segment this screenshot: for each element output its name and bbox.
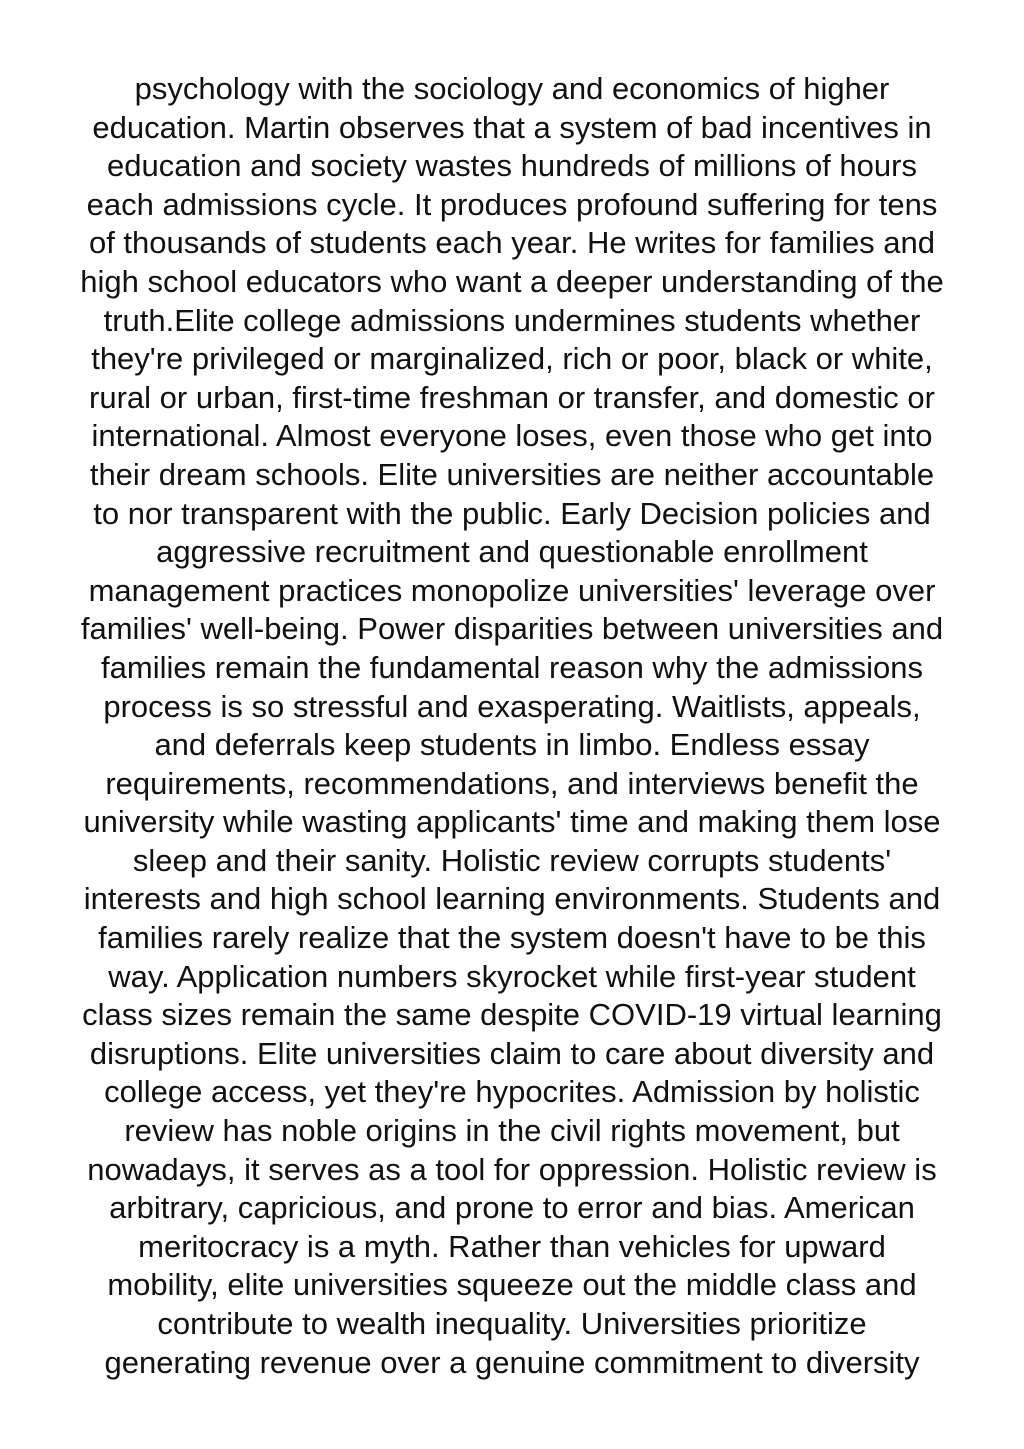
text-line: high school educators who want a deeper understanding of the xyxy=(80,263,944,299)
text-line: generating revenue over a genuine commitment to diversity xyxy=(104,1344,920,1380)
text-line: psychology with the sociology and economics of higher xyxy=(134,71,890,106)
text-line: college access, yet they're hypocrites. Admission by holistic xyxy=(104,1074,920,1110)
text-line: of thousands of students each year. He writes for families and xyxy=(88,225,936,261)
text-line: truth.Elite college admissions undermines students whether xyxy=(103,302,921,338)
text-line: sleep and their sanity. Holistic review corrupts students' xyxy=(132,842,892,878)
text-line: education and society wastes hundreds of millions of hours xyxy=(107,148,917,184)
text-line: interests and high school learning environments. Students and xyxy=(83,881,941,917)
text-line: review has noble origins in the civil rights movement, but xyxy=(124,1113,900,1149)
text-line: families' well-being. Power disparities between universities and xyxy=(80,611,944,647)
text-line: to nor transparent with the public. Early Decision policies and xyxy=(93,495,931,531)
text-line: education. Martin observes that a system of bad incentives in xyxy=(92,109,932,145)
text-line: and deferrals keep students in limbo. Endless essay xyxy=(154,727,870,763)
text-line: process is so stressful and exasperating. Waitlists, appeals, xyxy=(103,688,921,724)
text-line: contribute to wealth inequality. Universities prioritize xyxy=(157,1306,867,1341)
text-line: their dream schools. Elite universities are neither accountable xyxy=(89,456,935,492)
text-line: international. Almost everyone loses, even those who get into xyxy=(91,418,933,454)
text-line: nowadays, it serves as a tool for oppression. Holistic review is xyxy=(87,1151,937,1187)
text-line: requirements, recommendations, and interviews benefit the xyxy=(105,765,919,801)
text-line: arbitrary, capricious, and prone to error and bias. American xyxy=(109,1190,915,1226)
text-line: they're privileged or marginalized, rich or poor, black or white, xyxy=(91,341,933,377)
text-line: class sizes remain the same despite COVID-19 virtual learning xyxy=(82,997,942,1033)
text-line: university while wasting applicants' time and making them lose xyxy=(83,804,941,840)
document-page xyxy=(0,70,1024,1382)
text-line: families remain the fundamental reason why the admissions xyxy=(101,649,923,685)
text-line: management practices monopolize universities' leverage over xyxy=(88,572,936,608)
text-line: way. Application numbers skyrocket while first-year student xyxy=(108,958,916,994)
text-line: disruptions. Elite universities claim to care about diversity and xyxy=(89,1035,935,1071)
text-line: rural or urban, first-time freshman or transfer, and domestic or xyxy=(89,379,935,415)
text-line: families rarely realize that the system doesn't have to be this xyxy=(98,920,926,956)
text-line: meritocracy is a myth. Rather than vehicles for upward xyxy=(138,1228,886,1264)
text-line: mobility, elite universities squeeze out the middle class and xyxy=(107,1267,917,1303)
text-line: aggressive recruitment and questionable enrollment xyxy=(156,534,868,570)
text-line: each admissions cycle. It produces profound suffering for tens xyxy=(86,186,938,222)
